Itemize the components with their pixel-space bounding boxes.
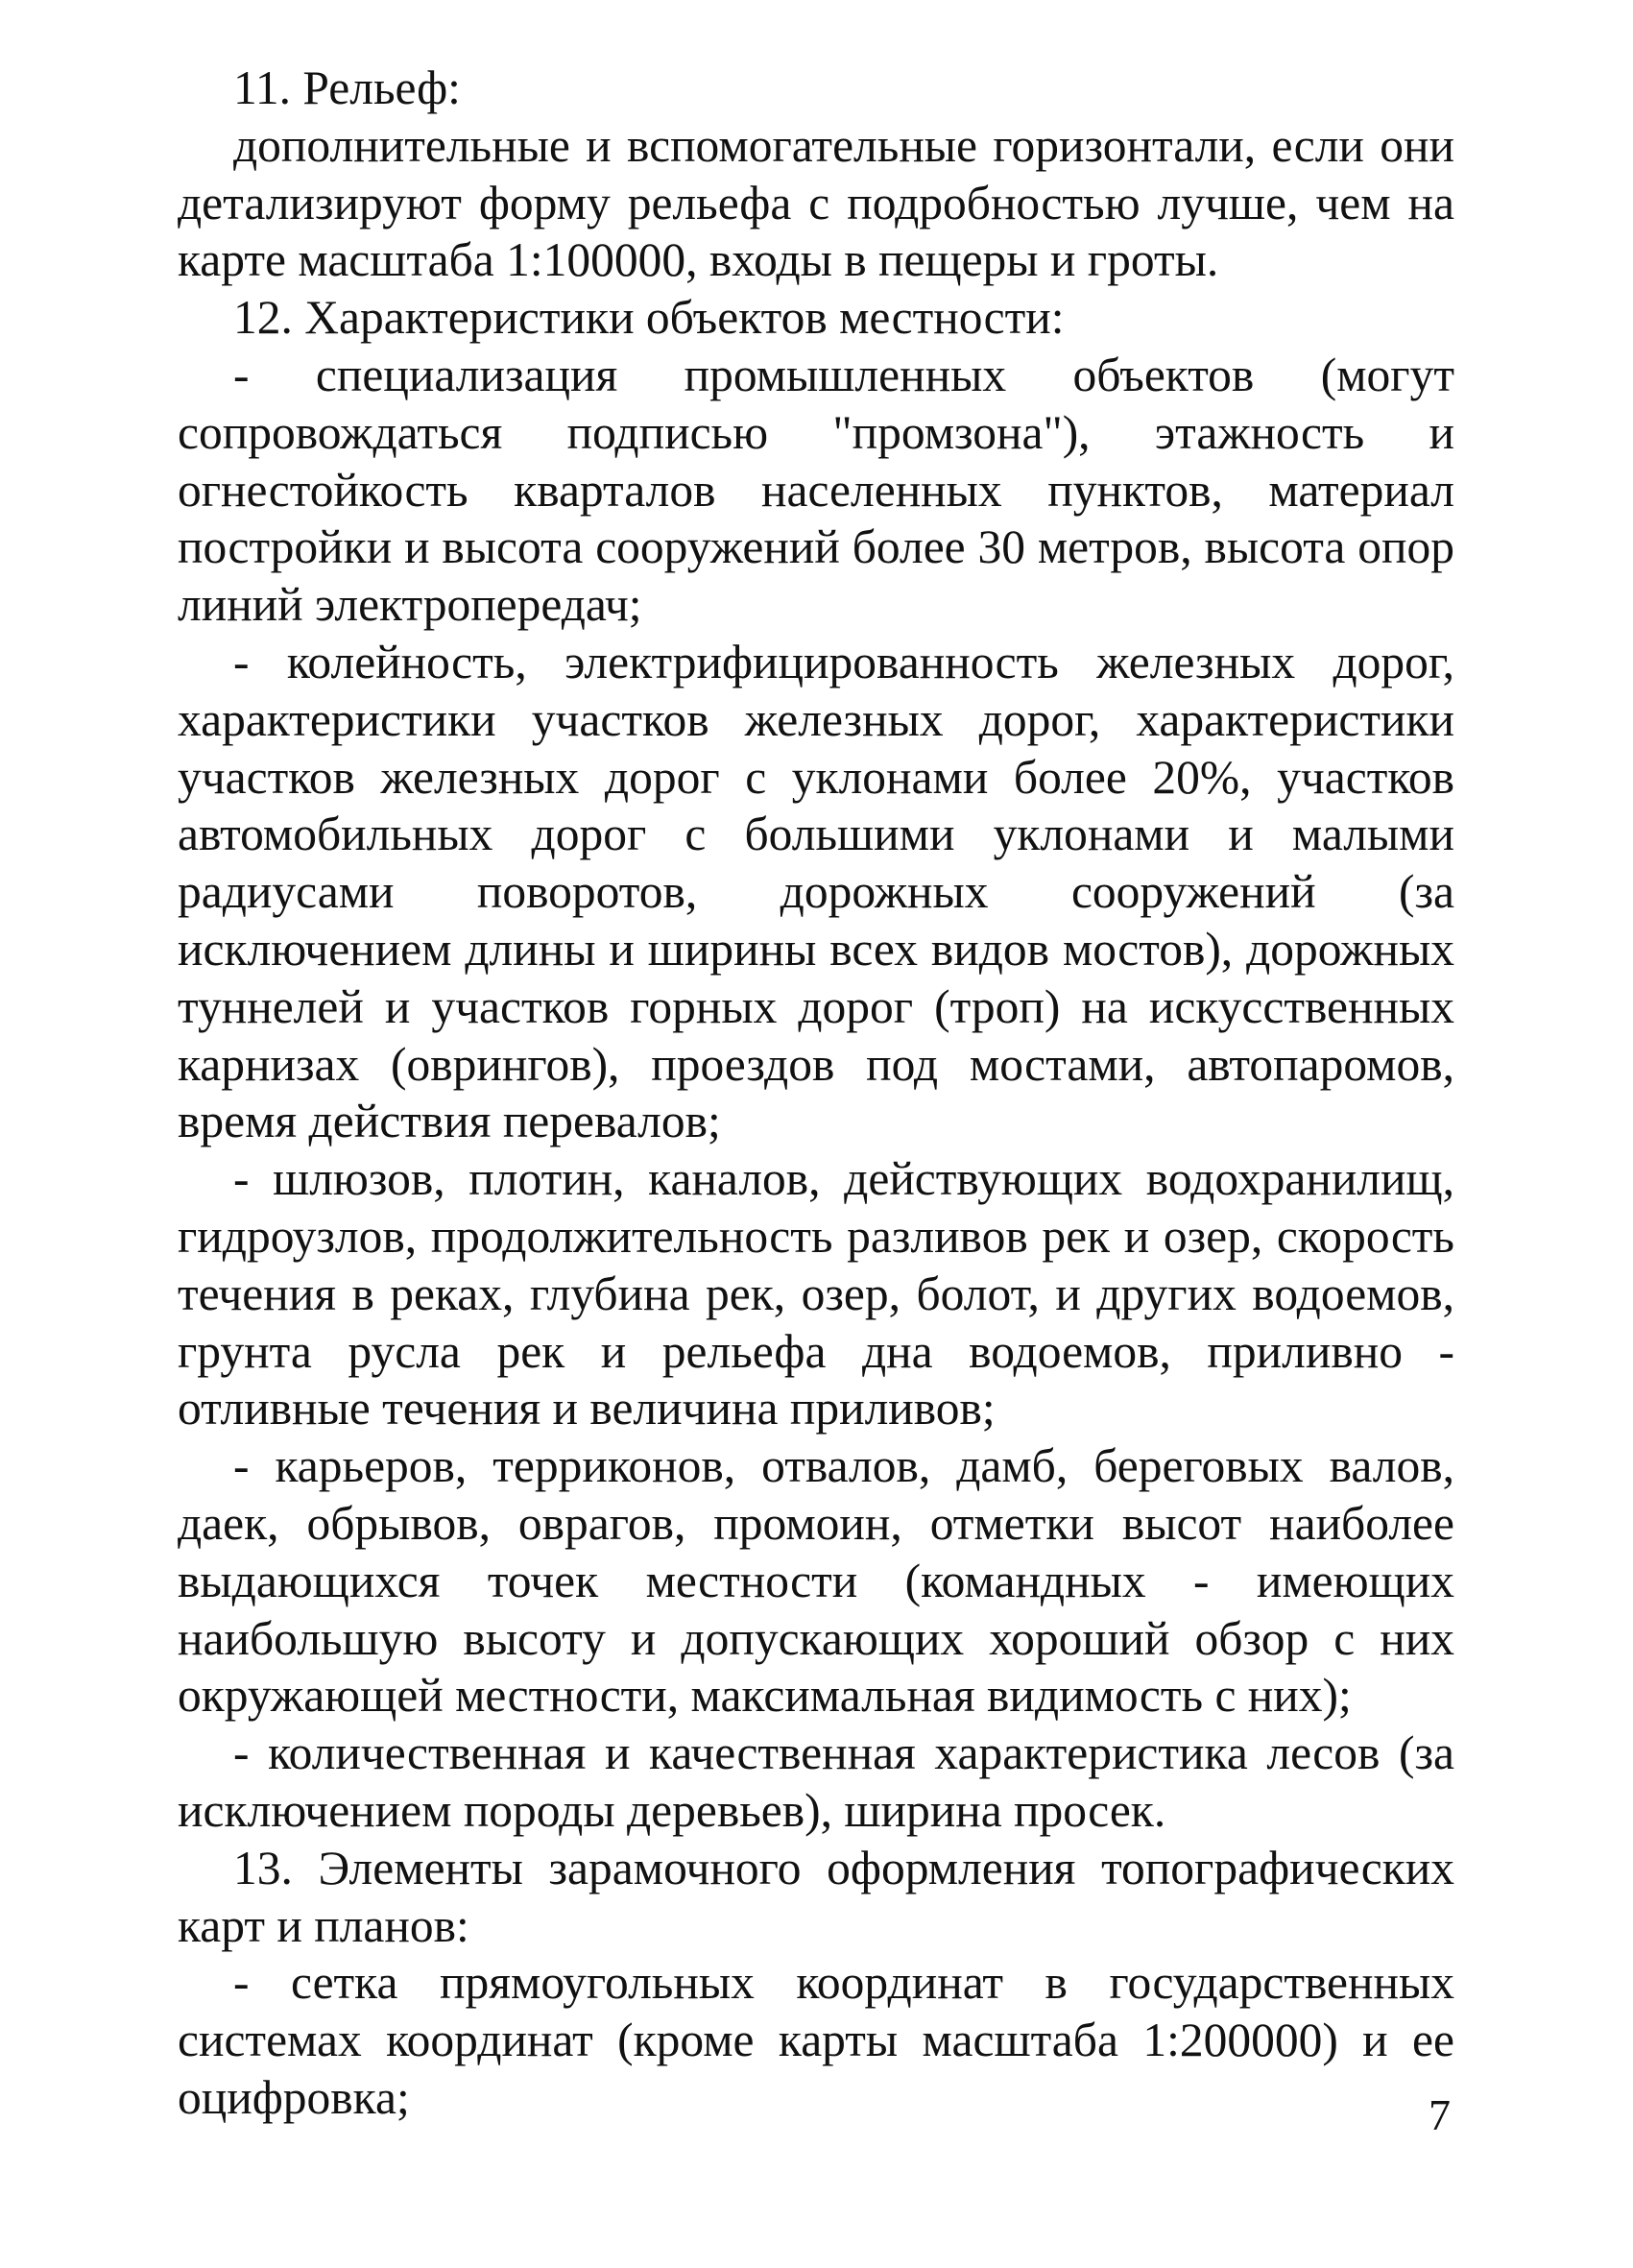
paragraph-12-heading: 12. Характеристики объектов местности: [233, 291, 1065, 345]
paragraph-industrial-objects: - специализация промышленных объектов (могут сопровождаться подписью "промзона"), этажность и огнестойкость кварталов населенных пунктов, материал постройки и высота сооружений более 30 метров, высота опор линий электропередач; [178, 348, 1454, 632]
paragraph-relief-details: дополнительные и вспомогательные горизонтали, если они детализируют форму рельефа с подробностью лучше, чем на карте масштаба 1:100000, входы в пещеры и гроты. [178, 118, 1454, 287]
paragraph-coordinate-grid: - сетка прямоугольных координат в государственных системах координат (кроме карты масштаба 1:200000) и ее оцифровка; [178, 1956, 1454, 2124]
paragraph-13-heading: 13. Элементы зарамочного оформления топографических карт и планов: [178, 1841, 1454, 1952]
page-body [178, 60, 1454, 2127]
paragraph-11-heading: 11. Рельеф: [233, 61, 461, 114]
page-number: 7 [1429, 2090, 1451, 2139]
paragraph-roads: - колейность, электрифицированность железных дорог, характеристики участков железных дорог, характеристики участков железных дорог с уклонами более 20%, участков автомобильных дорог с большими уклонами и малыми радиусами поворотов, дорожных сооружений (за исключением длины и ширины всех видов мостов), дорожных туннелей и участков горных дорог (троп) на искусственных карнизах (оврингов), проездов под мостами, автопаромов, время действия перевалов; [178, 635, 1454, 1148]
paragraph-hydrography: - шлюзов, плотин, каналов, действующих водохранилищ, гидроузлов, продолжительность разливов рек и озер, скорость течения в реках, глубина рек, озер, болот, и других водоемов, грунта русла рек и рельефа дна водоемов, приливно - отливные течения и величина приливов; [178, 1152, 1454, 1436]
paragraph-forests: - количественная и качественная характеристика лесов (за исключением породы деревьев), ширина просек. [178, 1726, 1454, 1837]
paragraph-landforms: - карьеров, терриконов, отвалов, дамб, береговых валов, даек, обрывов, оврагов, промоин, отметки высот наиболее выдающихся точек местности (командных - имеющих наибольшую высоту и допускающих хороший обзор с них окружающей местности, максимальная видимость с них); [178, 1439, 1454, 1723]
